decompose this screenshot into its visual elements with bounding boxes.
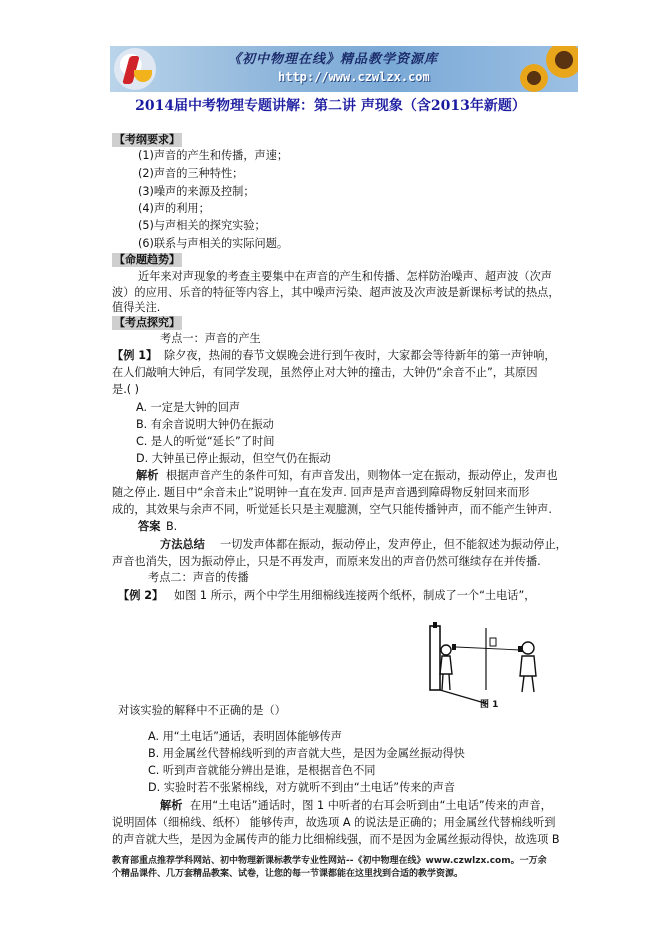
paragraph-line: 近年来对声现象的考查主要集中在声音的产生和传播、怎样防治噪声、超声波（次声 — [138, 270, 552, 283]
document-title: 2014届中考物理专题讲解：第二讲 声现象（含2013年新题） — [135, 98, 526, 114]
paragraph-line: 在用“土电话”通话时，图 1 中听者的右耳会听到由“土电话”传来的声音， — [190, 799, 552, 812]
question-line: 对该实验的解释中不正确的是（） — [118, 704, 286, 717]
paragraph-line: 除夕夜，热闹的春节文娱晚会进行到午夜时，大家都会等待新年的第一声钟响， — [164, 349, 556, 362]
option-b: B. 有余音说明大钟仍在振动 — [136, 418, 274, 431]
list-item: (3)噪声的来源及控制； — [138, 185, 255, 198]
list-item: (5)与声相关的探究实验； — [138, 219, 266, 232]
option-a: A. 用“土电话”通话，表明固体能够传声 — [148, 730, 342, 743]
option-b: B. 用金属丝代替棉线听到的声音就大些，是因为金属丝振动得快 — [148, 747, 465, 760]
paragraph-line: 的声音就大些，是因为金属传声的能力比细棉线强，而不是因为金属丝振动得快，故选项 B — [112, 833, 560, 846]
option-a: A. 一定是大钟的回声 — [136, 401, 241, 414]
section-tag-explore: 【考点探究】 — [114, 316, 180, 329]
paragraph-line: 根据声音产生的条件可知，有声音发出，则物体一定在振动，振动停止，发声也 — [166, 469, 558, 482]
option-d: D. 大钟虽已停止振动，但空气仍在振动 — [136, 452, 331, 465]
option-c: C. 是人的听觉“延长”了时间 — [136, 435, 275, 448]
example-label: 【例 1】 — [112, 349, 158, 362]
method-label: 方法总结 — [160, 538, 205, 551]
list-item: (6)联系与声相关的实际问题。 — [138, 237, 289, 250]
analysis-label: 解析 — [160, 799, 183, 812]
paragraph-line: 是.( ) — [112, 383, 140, 396]
paragraph-line: 成的，其效果与余声不同，听觉延长只是主观臆测，空气只能传播钟声，而不能产生钟声. — [112, 503, 552, 516]
paragraph-line: 波）的应用、乐音的特征等内容上，其中噪声污染、超声波及次声波是新课标考试的热点， — [112, 286, 560, 299]
paragraph-line: 如图 1 所示，两个中学生用细棉线连接两个纸杯，制成了一个“土电话”， — [174, 589, 536, 602]
banner-url: http://www.czwlzx.com — [278, 70, 430, 84]
section-tag-syllabus: 【考纲要求】 — [114, 133, 180, 146]
analysis-label: 解析 — [136, 469, 159, 482]
list-item: (1)声音的产生和传播，声速； — [138, 149, 289, 162]
site-logo — [114, 48, 156, 90]
paragraph-line: 说明固体（细棉线、纸杯） 能够传声，故选项 A 的说法是正确的；用金属丝代替棉线听到 — [112, 816, 556, 829]
list-item: (2)声音的三种特性； — [138, 167, 244, 180]
banner-title: 《初中物理在线》精品教学资源库 — [228, 52, 439, 67]
list-item: (4)声的利用； — [138, 202, 210, 215]
footer-line: 个精品课件、几万套精品教案、试卷，让您的每一节课都能在这里找到合适的教学资源。 — [112, 869, 464, 879]
example-label: 【例 2】 — [118, 589, 164, 602]
paragraph-line: 声音也消失，因为振动停止，只是不再发声，而原来发出的声音仍然可继续存在并传播. — [112, 555, 541, 568]
paragraph-line: 在人们敲响大钟后，有同学发现，虽然停止对大钟的撞击，大钟仍“余音不止”，其原因 — [112, 366, 538, 379]
paragraph-line: 值得关注. — [112, 301, 161, 314]
point-heading: 考点二：声音的传播 — [148, 571, 249, 584]
point-heading: 考点一：声音的产生 — [160, 332, 261, 345]
answer-value: B. — [166, 520, 178, 533]
sunflower-decoration — [546, 46, 578, 78]
footer-line: 教育部重点推荐学科网站、初中物理新课标教学专业性网站--《初中物理在线》www.czwlzx.com。一万余 — [112, 856, 547, 866]
section-tag-trend: 【命题趋势】 — [114, 253, 180, 266]
sunflower-decoration — [520, 64, 548, 92]
paragraph-line: 随之停止. 题目中“余音未止”说明钟一直在发声. 回声是声音遇到障碍物反射回来而形 — [112, 486, 530, 499]
figure-caption: 图 1 — [480, 700, 499, 710]
site-banner — [110, 46, 578, 92]
answer-label: 答案 — [138, 520, 161, 533]
option-d: D. 实验时若不张紧棉线，对方就听不到由“土电话”传来的声音 — [148, 781, 456, 794]
option-c: C. 听到声音就能分辨出是谁，是根据音色不同 — [148, 764, 376, 777]
paragraph-line: 一切发声体都在振动，振动停止，发声停止，但不能叙述为振动停止， — [220, 538, 567, 551]
